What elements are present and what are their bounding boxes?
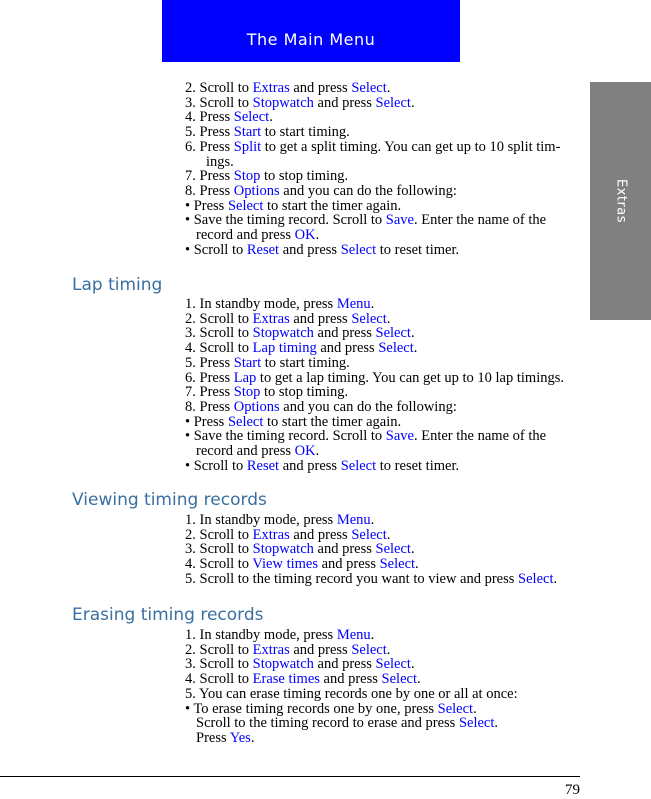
- instruction-line: [185, 297, 585, 312]
- side-tab-label: Extras: [613, 178, 628, 224]
- menu-term: Yes: [229, 729, 251, 746]
- menu-term: Menu: [336, 512, 371, 528]
- instruction-text: and press: [279, 457, 341, 474]
- instruction-text: .: [315, 443, 320, 460]
- instruction-text: .: [413, 340, 418, 357]
- instruction-line: [185, 429, 585, 444]
- instruction-line: [185, 81, 585, 96]
- instruction-text: .: [410, 541, 415, 558]
- instruction-text: 4. Scroll to: [185, 340, 253, 357]
- heading-erasing-timing-records: Erasing timing records: [72, 605, 264, 625]
- instruction-line: [185, 125, 585, 140]
- menu-term: Select: [375, 541, 411, 558]
- instruction-text: and press: [289, 310, 352, 327]
- instruction-text: .: [410, 656, 415, 673]
- instruction-text: 2. Scroll to: [185, 310, 253, 327]
- instruction-text: • Scroll to: [185, 241, 247, 258]
- instruction-text: .: [315, 227, 320, 244]
- menu-term: Save: [385, 212, 414, 229]
- instruction-line: [185, 169, 585, 184]
- instruction-text: and press: [319, 671, 382, 688]
- instruction-line: [185, 184, 585, 199]
- instruction-text: .: [370, 627, 375, 643]
- menu-term: Stopwatch: [252, 94, 314, 111]
- menu-term: Extras: [252, 80, 290, 96]
- instruction-line: [185, 385, 585, 400]
- instruction-text: and press: [289, 80, 352, 96]
- instruction-text: • To erase timing records one by one, press: [185, 700, 438, 717]
- instruction-text: 6. Press: [185, 369, 234, 386]
- header-banner: [162, 0, 460, 62]
- menu-term: Stopwatch: [252, 325, 314, 342]
- menu-term: Lap timing: [252, 340, 317, 357]
- instruction-text: 7. Press: [185, 384, 234, 401]
- instruction-line: [185, 542, 585, 557]
- header-title: The Main Menu: [246, 30, 376, 49]
- instruction-line: [185, 643, 585, 658]
- instruction-line: [185, 155, 585, 170]
- instruction-text: to start timing.: [261, 124, 350, 141]
- menu-term: Select: [437, 700, 474, 717]
- instruction-text: 2. Scroll to: [185, 80, 253, 96]
- instruction-text: Press: [196, 729, 230, 746]
- instruction-text: • Save the timing record. Scroll to: [185, 212, 386, 229]
- instruction-text: and press: [317, 556, 380, 573]
- menu-term: Select: [227, 197, 264, 214]
- instruction-text: 7. Press: [185, 168, 234, 185]
- instruction-line: [185, 557, 585, 572]
- instruction-text: and press: [289, 526, 352, 543]
- menu-term: Select: [458, 715, 495, 732]
- footer-rule: [0, 776, 580, 777]
- menu-term: Select: [381, 671, 417, 688]
- page-number: 79: [565, 782, 580, 798]
- instruction-text: . Enter the name of the: [413, 212, 547, 229]
- menu-term: Stopwatch: [252, 656, 314, 673]
- instruction-text: .: [415, 556, 419, 573]
- instruction-text: and press: [313, 541, 376, 558]
- menu-term: Select: [375, 656, 411, 673]
- instruction-text: record and press: [196, 443, 295, 460]
- instruction-line: [185, 415, 585, 430]
- menu-term: Options: [233, 182, 280, 199]
- instruction-text: 4. Scroll to: [185, 671, 253, 688]
- instruction-text: to start the timer again.: [263, 197, 402, 214]
- instruction-text: to stop timing.: [260, 168, 349, 185]
- instruction-text: .: [386, 641, 391, 658]
- instruction-text: and press: [313, 94, 376, 111]
- instruction-line: [185, 572, 585, 587]
- instruction-text: 5. Scroll to the timing record you want to view and press: [185, 570, 519, 587]
- menu-term: Stop: [233, 168, 261, 185]
- menu-term: Select: [351, 526, 387, 543]
- menu-term: Menu: [336, 296, 371, 312]
- menu-term: Start: [233, 124, 262, 141]
- instruction-line: [185, 356, 585, 371]
- menu-term: Select: [518, 570, 554, 587]
- instruction-line: [185, 228, 585, 243]
- menu-term: Stop: [233, 384, 261, 401]
- instruction-text: .: [386, 310, 391, 327]
- instruction-line: [185, 400, 585, 415]
- side-tab: [590, 82, 651, 320]
- instruction-text: .: [410, 94, 415, 111]
- menu-term: Options: [233, 398, 280, 415]
- instruction-text: .: [473, 700, 477, 717]
- instruction-line: [185, 243, 585, 258]
- instruction-text: record and press: [196, 227, 295, 244]
- section-viewing-steps: [185, 513, 585, 587]
- menu-term: Extras: [252, 310, 290, 327]
- menu-term: Save: [385, 428, 414, 445]
- instruction-text: 5. Press: [185, 354, 234, 371]
- instruction-line: [185, 96, 585, 111]
- heading-viewing-timing-records: Viewing timing records: [72, 490, 267, 510]
- instruction-text: • Save the timing record. Scroll to: [185, 428, 386, 445]
- menu-term: Select: [351, 80, 387, 96]
- instruction-text: Scroll to the timing record to erase and press: [196, 715, 459, 732]
- menu-term: Split: [233, 138, 262, 155]
- instruction-line: [185, 657, 585, 672]
- instruction-text: .: [370, 512, 375, 528]
- instruction-text: .: [553, 570, 558, 587]
- instruction-line: [185, 341, 585, 356]
- instruction-text: 4. Press: [185, 109, 234, 126]
- instruction-text: 5. You can erase timing records one by one or all at once:: [185, 685, 518, 702]
- instruction-text: 3. Scroll to: [185, 325, 253, 342]
- instruction-line: [185, 371, 585, 386]
- instruction-line: [185, 672, 585, 687]
- instruction-text: .: [416, 671, 421, 688]
- section-erasing-steps: [185, 628, 585, 746]
- instruction-text: .: [494, 715, 499, 732]
- menu-term: OK: [294, 443, 316, 460]
- instruction-text: to start the timer again.: [263, 413, 402, 430]
- instruction-line: [185, 459, 585, 474]
- section-lap-timing-steps: [185, 297, 585, 473]
- instruction-text: to get a split timing. You can get up to 10 split tim-: [261, 138, 561, 155]
- instruction-text: • Scroll to: [185, 457, 247, 474]
- instruction-text: to reset timer.: [376, 457, 460, 474]
- menu-term: Select: [340, 241, 377, 258]
- instruction-text: 3. Scroll to: [185, 541, 253, 558]
- instruction-text: .: [370, 296, 375, 312]
- instruction-text: 3. Scroll to: [185, 94, 253, 111]
- menu-term: Erase times: [252, 671, 320, 688]
- instruction-text: to stop timing.: [260, 384, 349, 401]
- instruction-line: [185, 110, 585, 125]
- instruction-line: [185, 326, 585, 341]
- instruction-text: 2. Scroll to: [185, 526, 253, 543]
- instruction-text: 4. Scroll to: [185, 556, 253, 573]
- menu-term: Extras: [252, 526, 290, 543]
- instruction-text: .: [410, 325, 415, 342]
- menu-term: Select: [375, 325, 411, 342]
- instruction-text: 6. Press: [185, 138, 234, 155]
- instruction-text: 5. Press: [185, 124, 234, 141]
- instruction-text: .: [250, 729, 255, 746]
- instruction-line: [185, 702, 585, 717]
- instruction-text: and press: [289, 641, 352, 658]
- instruction-line: [185, 716, 585, 731]
- instruction-line: [185, 731, 585, 746]
- instruction-line: [185, 213, 585, 228]
- instruction-text: 1. In standby mode, press: [185, 296, 337, 312]
- instruction-line: [185, 199, 585, 214]
- instruction-text: • Press: [185, 413, 228, 430]
- instruction-line: [185, 140, 585, 155]
- menu-term: Select: [379, 556, 416, 573]
- menu-term: View times: [252, 556, 318, 573]
- menu-term: Select: [351, 641, 387, 658]
- instruction-text: to start timing.: [261, 354, 350, 371]
- menu-term: Menu: [336, 627, 371, 643]
- instruction-text: ings.: [206, 153, 234, 170]
- menu-term: Select: [233, 109, 270, 126]
- instruction-text: and press: [313, 656, 376, 673]
- instruction-line: [185, 513, 585, 528]
- instruction-text: and press: [313, 325, 376, 342]
- instruction-text: 8. Press: [185, 182, 234, 199]
- menu-term: Select: [227, 413, 264, 430]
- instruction-line: [185, 528, 585, 543]
- instruction-text: • Press: [185, 197, 228, 214]
- instruction-text: .: [386, 80, 391, 96]
- menu-term: Reset: [246, 241, 280, 258]
- menu-term: Stopwatch: [252, 541, 314, 558]
- instruction-text: to get a lap timing. You can get up to 10 lap timings.: [256, 369, 564, 386]
- menu-term: Lap: [233, 369, 257, 386]
- instruction-text: 1. In standby mode, press: [185, 512, 337, 528]
- instruction-line: [185, 312, 585, 327]
- instruction-text: and you can do the following:: [279, 182, 457, 199]
- instruction-text: and press: [316, 340, 379, 357]
- instruction-text: . Enter the name of the: [413, 428, 547, 445]
- instruction-line: [185, 628, 585, 643]
- menu-term: Select: [378, 340, 414, 357]
- heading-lap-timing: Lap timing: [72, 275, 163, 295]
- instruction-text: and press: [279, 241, 341, 258]
- menu-term: Extras: [252, 641, 290, 658]
- menu-term: Select: [375, 94, 411, 111]
- instruction-text: 3. Scroll to: [185, 656, 253, 673]
- menu-term: Select: [340, 457, 377, 474]
- instruction-text: to reset timer.: [376, 241, 460, 258]
- instruction-line: [185, 687, 585, 702]
- section-intro-steps: [185, 81, 585, 257]
- instruction-text: .: [386, 526, 391, 543]
- instruction-text: 2. Scroll to: [185, 641, 253, 658]
- menu-term: OK: [294, 227, 316, 244]
- instruction-text: 8. Press: [185, 398, 234, 415]
- menu-term: Start: [233, 354, 262, 371]
- instruction-text: 1. In standby mode, press: [185, 627, 337, 643]
- menu-term: Reset: [246, 457, 280, 474]
- instruction-text: and you can do the following:: [279, 398, 457, 415]
- instruction-text: .: [269, 109, 273, 126]
- instruction-line: [185, 444, 585, 459]
- menu-term: Select: [351, 310, 387, 327]
